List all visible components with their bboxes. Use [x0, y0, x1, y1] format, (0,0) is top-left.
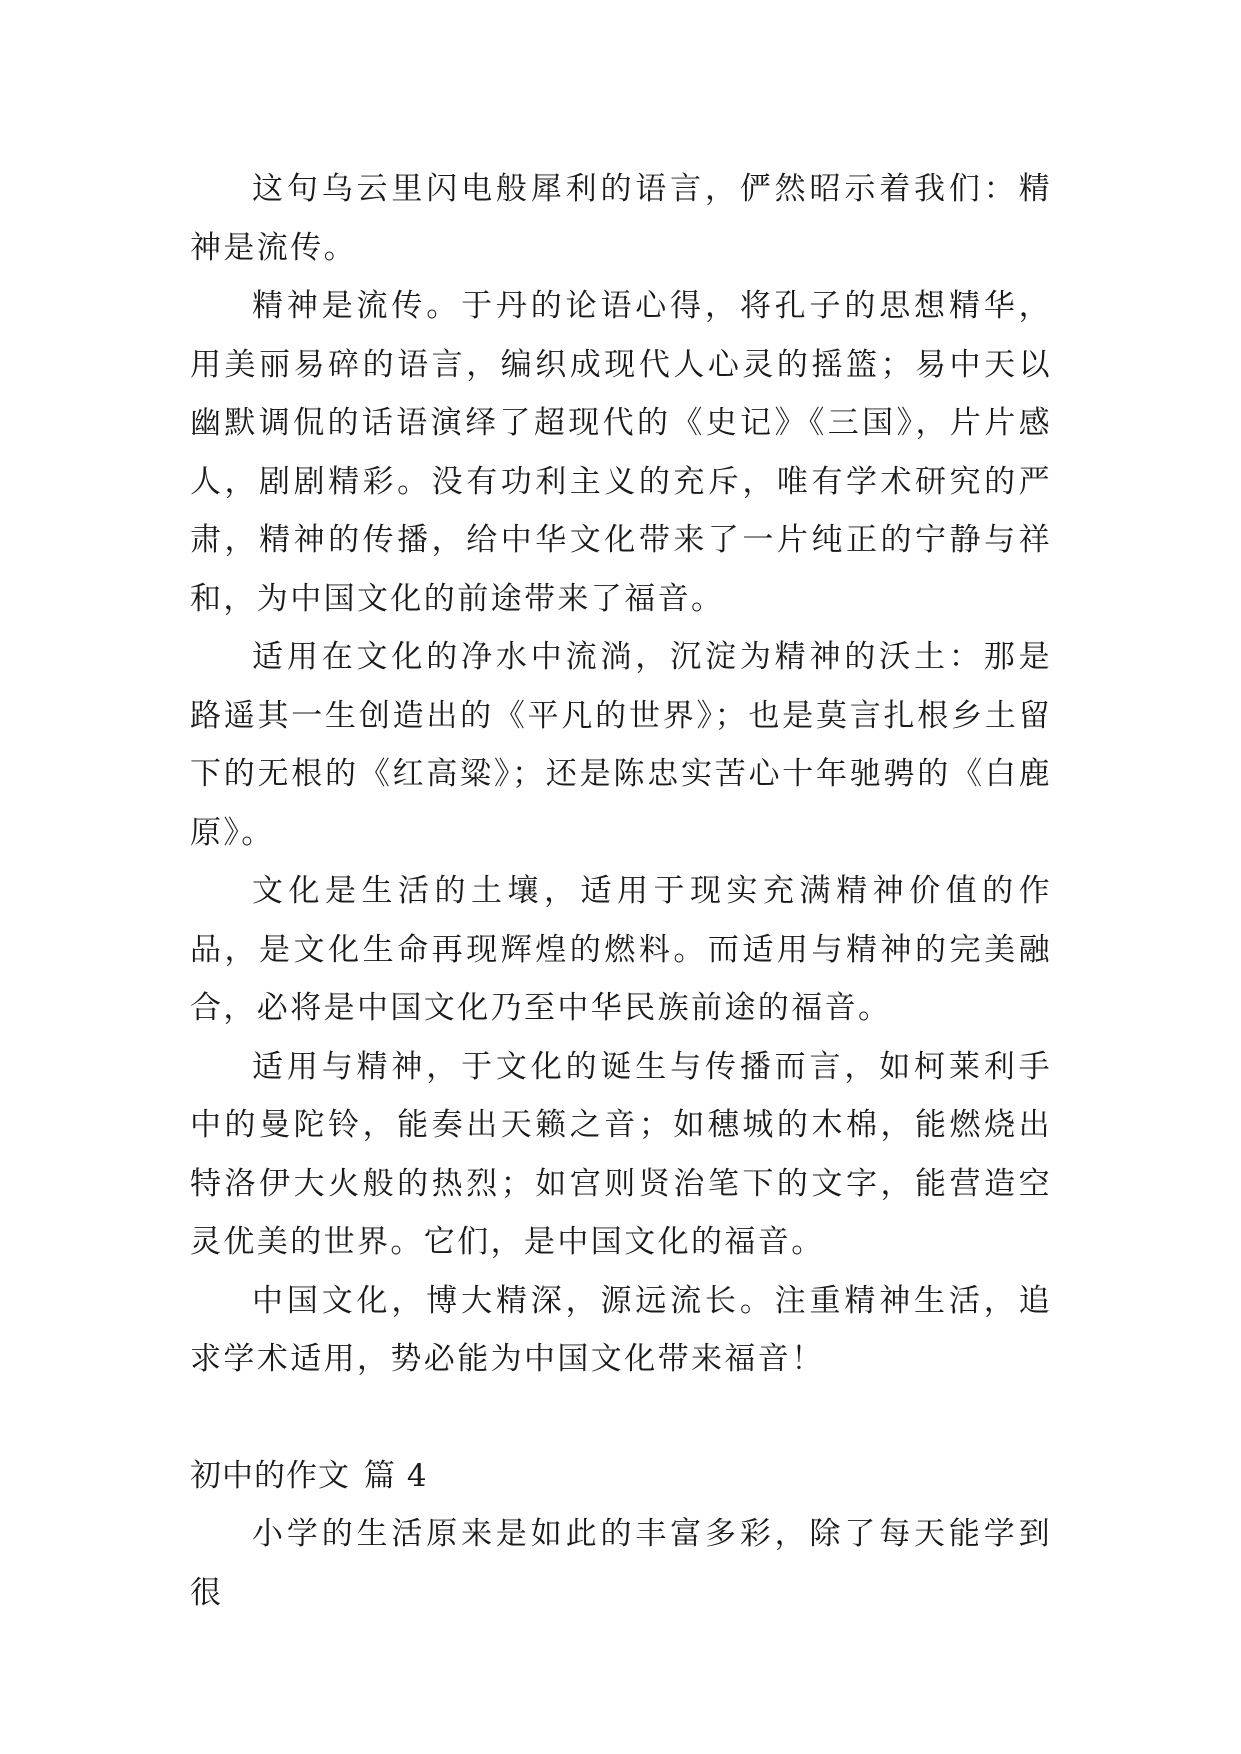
paragraph: 适用与精神，于文化的诞生与传播而言，如柯莱利手中的曼陀铃，能奏出天籁之音；如穗城的木棉，能燃烧出特洛伊大火般的热烈；如宫则贤治笔下的文字，能营造空灵优美的世界。它们，是中国文化的福音。	[190, 1048, 1052, 1260]
paragraph: 文化是生活的土壤，适用于现实充满精神价值的作品，是文化生命再现辉煌的燃料。而适用与精神的完美融合，必将是中国文化乃至中华民族前途的福音。	[190, 873, 1052, 1026]
paragraph: 小学的生活原来是如此的丰富多彩，除了每天能学到很	[190, 1516, 1052, 1611]
section-title: 初中的作文	[190, 1457, 350, 1494]
paragraph: 中国文化，博大精深，源远流长。注重精神生活，追求学术适用，势必能为中国文化带来福音！	[190, 1282, 1052, 1377]
paragraph: 这句乌云里闪电般犀利的语言，俨然昭示着我们：精神是流传。	[190, 171, 1052, 266]
paragraph: 精神是流传。于丹的论语心得，将孔子的思想精华，用美丽易碎的语言，编织成现代人心灵的摇篮；易中天以幽默调侃的话语演绎了超现代的《史记》《三国》，片片感人，剧剧精彩。没有功利主义的充斥，唯有学术研究的严肃，精神的传播，给中华文化带来了一片纯正的宁静与祥和，为中国文化的前途带来了福音。	[190, 288, 1052, 617]
section-heading	[190, 1447, 1052, 1506]
section-number: 篇 4	[364, 1457, 428, 1494]
document-body	[190, 160, 1052, 1622]
paragraph: 适用在文化的净水中流淌，沉淀为精神的沃土：那是路遥其一生创造出的《平凡的世界》；也是莫言扎根乡土留下的无根的《红高粱》；还是陈忠实苦心十年驰骋的《白鹿原》。	[190, 639, 1052, 851]
